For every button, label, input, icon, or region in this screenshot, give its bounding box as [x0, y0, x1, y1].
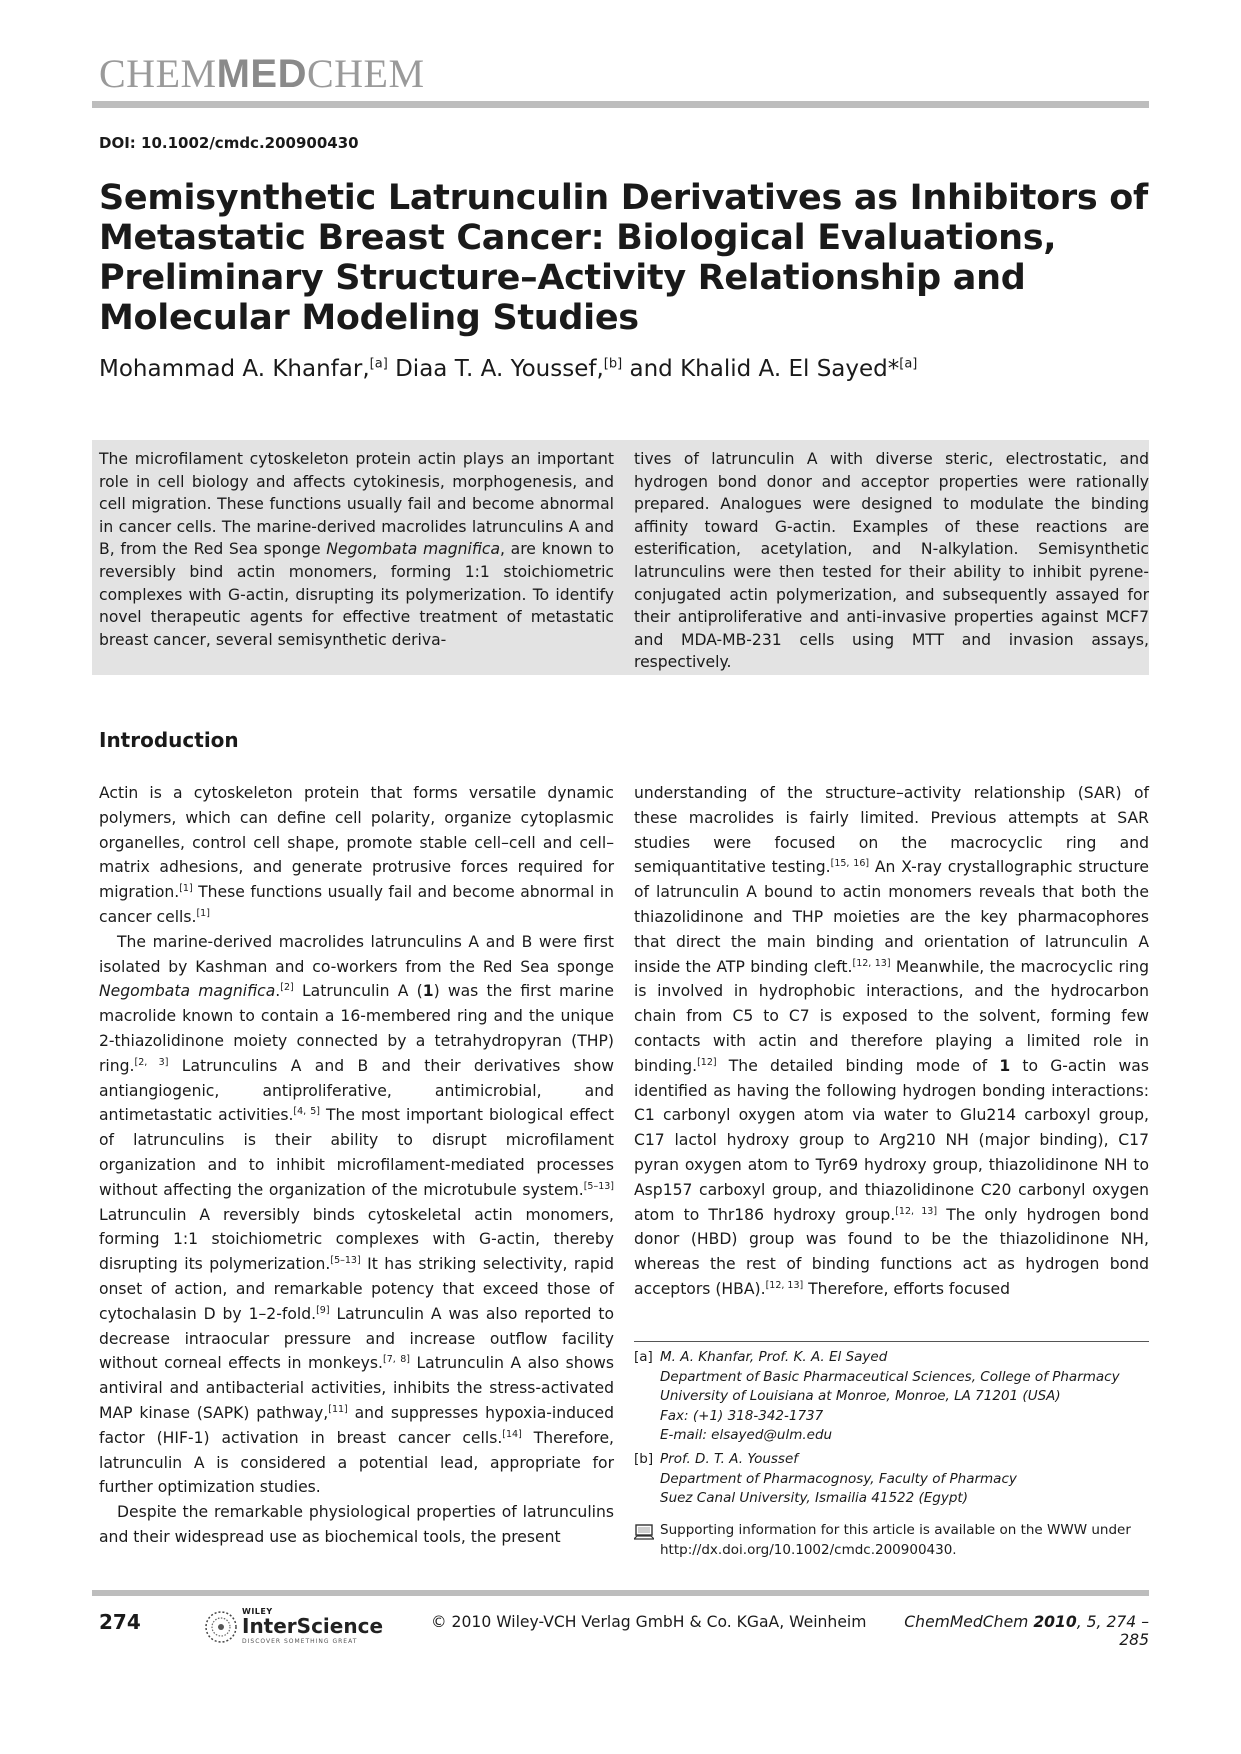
author-3: and Khalid A. El Sayed* [622, 356, 900, 382]
citation-ref[interactable]: [2, 3] [134, 1056, 169, 1068]
text: understanding of the structure–activity relationship (SAR) of these macrolides is fairly limited. Previous attempts at SAR studies were focused on the macrocyclic ring and semiquantitative testing. [634, 784, 1149, 877]
globe-icon [204, 1610, 238, 1644]
text: An X-ray crystallographic structure of latrunculin A bound to actin monomers reveals that both the thiazolidinone and THP moieties are the key pharmacophores that direct the main binding and orientation of latrunculin A inside the ATP binding cleft. [634, 858, 1149, 976]
text: The only hydrogen bond donor (HBD) group was found to be the thiazolidinone NH, whereas the rest of binding functions act as hydrogen bond acceptors (HBA). [634, 1205, 1149, 1298]
abstract-column-right: tives of latrunculin A with diverse steric, electrostatic, and hydrogen bond donor and acceptor properties were rationally prepared. Analogues were designed to modulate the binding affinity toward G-actin. Examples of these reactions are esterification, acetylation, and N-alkylation. Semisynthetic latrunculins were then tested for their ability to inhibit pyrene-conjugated actin polymerization, and subsequently assayed for their antiproliferative and anti-invasive properties against MCF7 and MDA-MB-231 cells using MTT and invasion assays, respectively. [634, 450, 1149, 672]
supporting-info-line: Supporting information for this article is available on the WWW under [660, 1522, 1131, 1538]
affiliation-tag: [a] [634, 1349, 653, 1365]
citation-ref[interactable]: [14] [502, 1428, 522, 1440]
text: Latrunculin A also shows antiviral and antibacterial activities, inhibits the stress-activated MAP kinase (SAPK) pathway, [99, 1354, 615, 1422]
paragraph [99, 930, 614, 1500]
text: The marine-derived macrolides latrunculins A and B were first isolated by Kashman and co-workers from the Red Sea sponge [99, 932, 614, 976]
citation-ref[interactable]: [12, 13] [895, 1205, 938, 1217]
compound-number: 1 [999, 1056, 1011, 1075]
affiliation-a [634, 1348, 1149, 1448]
author-list [99, 356, 917, 382]
citation-ref[interactable]: [7, 8] [382, 1354, 411, 1366]
species-name: Negombata magnifica [99, 982, 276, 1001]
compound-number: 1 [422, 982, 434, 1001]
text: Actin is a cytoskeleton protein that forms versatile dynamic polymers, which can define cell polarity, organize cytoplasmic organelles, control cell shape, promote stable cell–cell and cell–matrix adhesions, and generate protrusive forces required for migration. [99, 784, 614, 902]
species-name: Negombata magnifica [326, 540, 501, 559]
affiliation-names: M. A. Khanfar, Prof. K. A. El Sayed [660, 1349, 888, 1365]
body-column-left [99, 781, 614, 1550]
text: Therefore, efforts focused [803, 1279, 1011, 1298]
affiliation-department: Department of Basic Pharmaceutical Sciences, College of Pharmacy [660, 1368, 1120, 1385]
text: ) was the first marine macrolide known to contain a 16-membered ring and the unique 2-thiazolidinone moiety connected by a tetrahydropyran (THP) ring. [99, 982, 614, 1075]
citation-ref[interactable]: [12, 13] [765, 1279, 804, 1291]
text: Meanwhile, the macrocyclic ring is involved in hydrophobic interactions, and the hydrocarbon chain from C5 to C7 is exposed to the solvent, forming few contacts with actin and therefore playing a limited role in binding. [634, 957, 1149, 1075]
citation-ref[interactable]: [5–13] [583, 1180, 614, 1192]
logo-tagline: DISCOVER SOMETHING GREAT [242, 1638, 358, 1645]
author-1-affiliation: [a] [369, 356, 388, 372]
abstract-text: , are known to reversibly bind actin monomers, forming 1:1 stoichiometric complexes with G-actin, disrupting its polymerization. To identify novel therapeutic agents for effective treatment of metastatic breast cancer, several semisynthetic deriva- [99, 540, 615, 649]
citation-ref[interactable]: [1] [196, 907, 210, 919]
citation-ref[interactable]: [5–13] [330, 1254, 361, 1266]
logo-wordmark: InterScience [242, 1614, 384, 1638]
affiliation-fax: Fax: (+1) 318-342-1737 [660, 1407, 824, 1424]
section-heading-introduction: Introduction [99, 728, 239, 752]
footer-rule [92, 1590, 1149, 1596]
text: Latrunculin A ( [293, 982, 423, 1001]
citation-journal: ChemMedChem [904, 1613, 1034, 1631]
text: The most important biological effect of latrunculins is their ability to disrupt microfilament organization and to inhibit microfilament-mediated processes without affecting the organization of the microtubule system. [99, 1106, 614, 1199]
footnote-rule [634, 1341, 1149, 1342]
citation-volume-pages: , 5, 274 – 285 [1076, 1613, 1149, 1649]
computer-icon [634, 1524, 654, 1540]
supporting-info [634, 1521, 1149, 1565]
text: Therefore, latrunculin A is considered a potential lead, appropriate for further optimization studies. [99, 1428, 614, 1497]
header-rule [92, 101, 1149, 108]
body-column-right [634, 781, 1149, 1302]
citation-ref[interactable]: [12] [697, 1056, 717, 1068]
paragraph [99, 781, 614, 930]
journal-name-part-1: CHEM [99, 51, 217, 96]
journal-name-part-3: CHEM [306, 51, 425, 96]
citation-ref[interactable]: [2] [280, 982, 294, 994]
journal-name [99, 50, 425, 97]
text: It has striking selectivity, rapid onset of action, and remarkable potency that exceed those of cytochalasin D by 1–2-fold. [99, 1255, 615, 1323]
text: and suppresses hypoxia-induced factor (HIF-1) activation in breast cancer cells. [99, 1403, 614, 1447]
text: Latrunculins A and B and their derivatives show antiangiogenic, antiproliferative, antimicrobial, and antimetastatic activities. [99, 1056, 614, 1125]
abstract-column-left [99, 448, 614, 651]
text: . [275, 982, 281, 1001]
journal-name-part-2: MED [216, 52, 307, 96]
affiliation-names: Prof. D. T. A. Youssef [660, 1451, 799, 1467]
text: These functions usually fail and become abnormal in cancer cells. [99, 883, 614, 926]
citation-ref[interactable]: [4, 5] [293, 1106, 321, 1118]
citation-ref[interactable]: [11] [328, 1403, 348, 1415]
citation-ref[interactable]: [15, 16] [830, 858, 870, 870]
affiliation-b [634, 1450, 1149, 1516]
abstract-text: The microfilament cytoskeleton protein actin plays an important role in cell biology and affects cytokinesis, morphogenesis, and cell migration. These functions usually fail and become abnormal in cancer cells. The marine-derived macrolides latrunculins A and B, from the Red Sea sponge [99, 450, 614, 559]
author-2: Diaa T. A. Youssef, [387, 356, 604, 382]
affiliation-tag: [b] [634, 1451, 654, 1467]
citation-year: 2010 [1033, 1613, 1077, 1631]
page-number: 274 [99, 1610, 141, 1634]
copyright: © 2010 Wiley-VCH Verlag GmbH & Co. KGaA, Weinheim [431, 1613, 867, 1631]
article-title: Semisynthetic Latrunculin Derivatives as Inhibitors of Metastatic Breast Cancer: Biological Evaluations, Preliminary Structure–Activity Relationship and Molecular Modeling Studies [99, 178, 1148, 338]
journal-citation [900, 1613, 1149, 1649]
doi[interactable]: DOI: 10.1002/cmdc.200900430 [99, 134, 359, 152]
affiliation-text [660, 1348, 1150, 1446]
affiliation-department: Department of Pharmacognosy, Faculty of Pharmacy [660, 1470, 1017, 1487]
text: Latrunculin A was also reported to decrease intraocular pressure and increase outflow facility without corneal effects in monkeys. [99, 1304, 614, 1373]
author-2-affiliation: [b] [603, 356, 623, 372]
citation-ref[interactable]: [12, 13] [852, 957, 891, 969]
citation-ref[interactable]: [1] [179, 883, 193, 894]
affiliation-university: University of Louisiana at Monroe, Monroe, LA 71201 (USA) [660, 1388, 1061, 1405]
paragraph: Despite the remarkable physiological properties of latrunculins and their widespread use as biochemical tools, the present [99, 1503, 614, 1546]
interscience-logo [204, 1607, 384, 1647]
paragraph [634, 781, 1149, 1302]
supporting-info-text [660, 1521, 1150, 1560]
text: Latrunculin A reversibly binds cytoskeletal actin monomers, forming 1:1 stoichiometric complexes with G-actin, thereby disrupting its polymerization. [99, 1205, 614, 1274]
citation-ref[interactable]: [9] [316, 1304, 330, 1316]
text: to G-actin was identified as having the following hydrogen bonding interactions: C1 carbonyl oxygen atom via water to Glu214 carboxyl group, C17 lactol hydroxy group to Arg210 NH (major binding), C17 pyran oxygen atom to Tyr69 hydroxy group, thiazolidinone NH to Asp157 carboxyl group, and thiazolidinone C20 carbonyl oxygen atom to Thr186 hydroxy group. [634, 1056, 1149, 1224]
supporting-info-link[interactable]: http://dx.doi.org/10.1002/cmdc.200900430. [660, 1541, 957, 1558]
text: The detailed binding mode of [716, 1056, 1000, 1075]
affiliation-university: Suez Canal University, Ismailia 41522 (Egypt) [660, 1490, 968, 1507]
author-3-affiliation: [a] [899, 356, 918, 372]
logo-publisher: WILEY [242, 1607, 273, 1616]
author-1: Mohammad A. Khanfar, [99, 356, 370, 382]
affiliation-email[interactable]: E-mail: elsayed@ulm.edu [660, 1427, 833, 1444]
affiliation-text [660, 1450, 1150, 1509]
